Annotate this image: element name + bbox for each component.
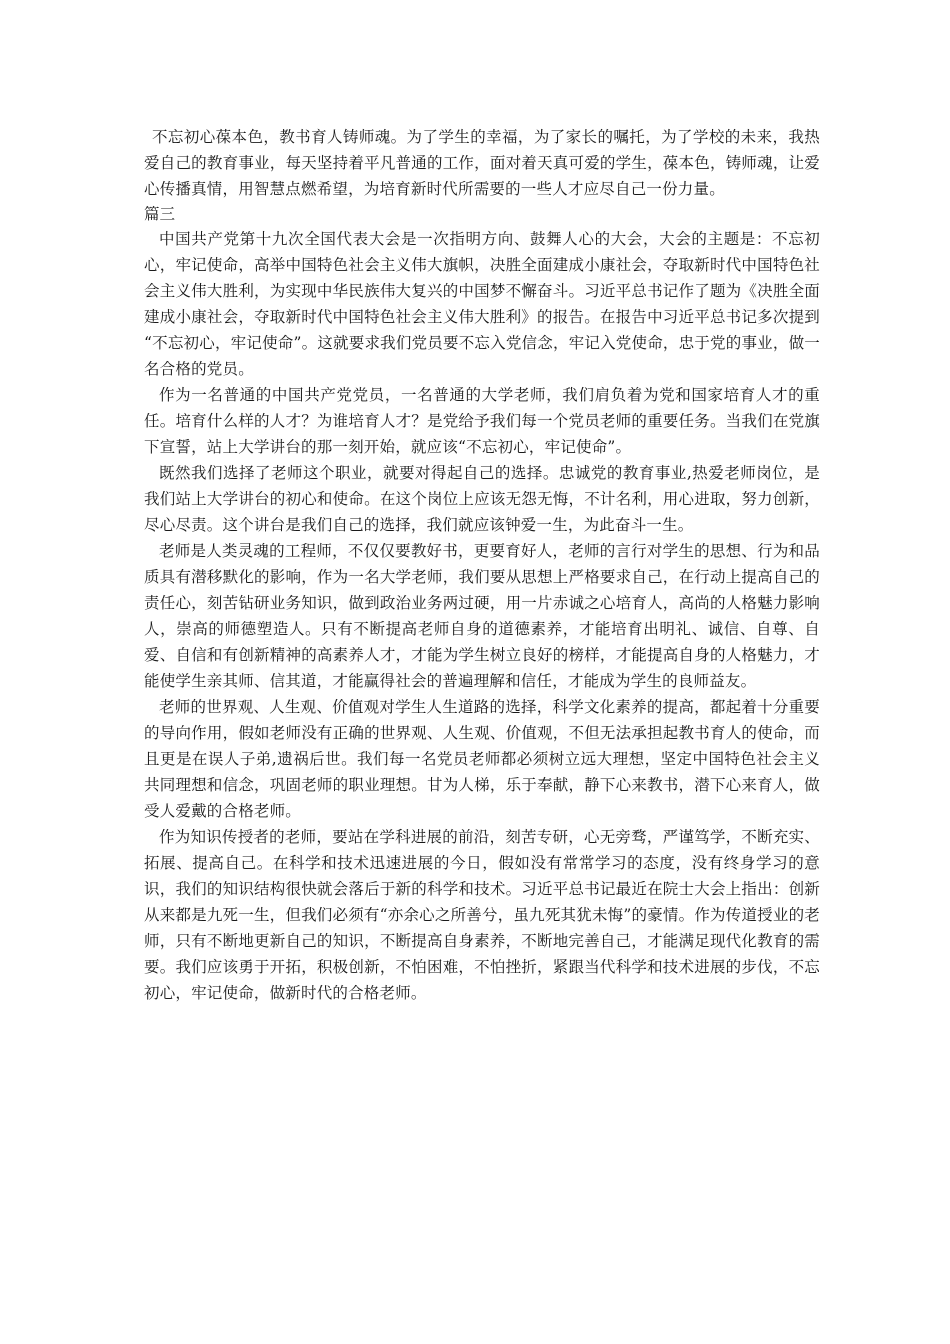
body-paragraph-5: 老师的世界观、人生观、价值观对学生人生道路的选择，科学文化素养的提高，都起着十分重要的导向作用，假如老师没有正确的世界观、人生观、价值观，不但无法承担起教书育人的使命，而且更是在误人子弟,遗祸后世。我们每一名党员老师都必须树立远大理想，坚定中国特色社会主义共同理想和信念，巩固老师的职业理想。甘为人梯，乐于奉献，静下心来教书，潜下心来育人，做受人爱戴的合格老师。 [144, 698, 820, 820]
body-paragraph-2: 作为一名普通的中国共产党党员，一名普通的大学老师，我们肩负着为党和国家培育人才的重任。培育什么样的人才？为谁培育人才？是党给予我们每一个党员老师的重要任务。当我们在党旗下宣誓，站上大学讲台的那一刻开始，就应该“不忘初心，牢记使命”。 [144, 386, 820, 456]
body-paragraph-4: 老师是人类灵魂的工程师，不仅仅要教好书，更要育好人，老师的言行对学生的思想、行为和品质具有潜移默化的影响，作为一名大学老师，我们要从思想上严格要求自己，在行动上提高自己的责任心，刻苦钻研业务知识，做到政治业务两过硬，用一片赤诚之心培育人，高尚的人格魅力影响人，崇高的师德塑造人。只有不断提高老师自身的道德素养，才能培育出明礼、诚信、自尊、自爱、自信和有创新精神的高素养人才，才能为学生树立良好的榜样，才能提高自身的人格魅力，才能使学生亲其师、信其道，才能赢得社会的普遍理解和信任，才能成为学生的良师益友。 [144, 542, 820, 690]
document-page [144, 124, 820, 1006]
intro-paragraph: 不忘初心葆本色，教书育人铸师魂。为了学生的幸福，为了家长的嘱托，为了学校的未来，我热爱自己的教育事业，每天坚持着平凡普通的工作，面对着天真可爱的学生，葆本色，铸师魂，让爱心传播真情，用智慧点燃希望，为培育新时代所需要的一些人才应尽自己一份力量。 [144, 128, 820, 198]
body-paragraph-1: 中国共产党第十九次全国代表大会是一次指明方向、鼓舞人心的大会，大会的主题是：不忘初心，牢记使命，高举中国特色社会主义伟大旗帜，决胜全面建成小康社会，夺取新时代中国特色社会主义伟大胜利，为实现中华民族伟大复兴的中国梦不懈奋斗。习近平总书记作了题为《决胜全面建成小康社会，夺取新时代中国特色社会主义伟大胜利》的报告。在报告中习近平总书记多次提到 “不忘初心，牢记使命”。这就要求我们党员要不忘入党信念，牢记入党使命，忠于党的事业，做一名合格的党员。 [144, 230, 820, 378]
body-paragraph-3: 既然我们选择了老师这个职业，就要对得起自己的选择。忠诚党的教育事业,热爱老师岗位，是我们站上大学讲台的初心和使命。在这个岗位上应该无怨无悔，不计名利，用心进取，努力创新，尽心尽责。这个讲台是我们自己的选择，我们就应该钟爱一生，为此奋斗一生。 [144, 464, 820, 534]
section-heading: 篇三 [144, 205, 176, 223]
body-paragraph-6: 作为知识传授者的老师，要站在学科进展的前沿，刻苦专研，心无旁骛，严谨笃学，不断充实、拓展、提高自己。在科学和技术迅速进展的今日，假如没有常常学习的态度，没有终身学习的意识，我们的知识结构很快就会落后于新的科学和技术。习近平总书记最近在院士大会上指出：创新从来都是九死一生，但我们必须有“亦余心之所善兮，虽九死其犹未悔”的豪情。作为传道授业的老师，只有不断地更新自己的知识，不断提高自身素养，不断地完善自己，才能满足现代化教育的需要。我们应该勇于开拓，积极创新，不怕困难，不怕挫折，紧跟当代科学和技术进展的步伐，不忘初心，牢记使命，做新时代的合格老师。 [144, 828, 820, 1002]
